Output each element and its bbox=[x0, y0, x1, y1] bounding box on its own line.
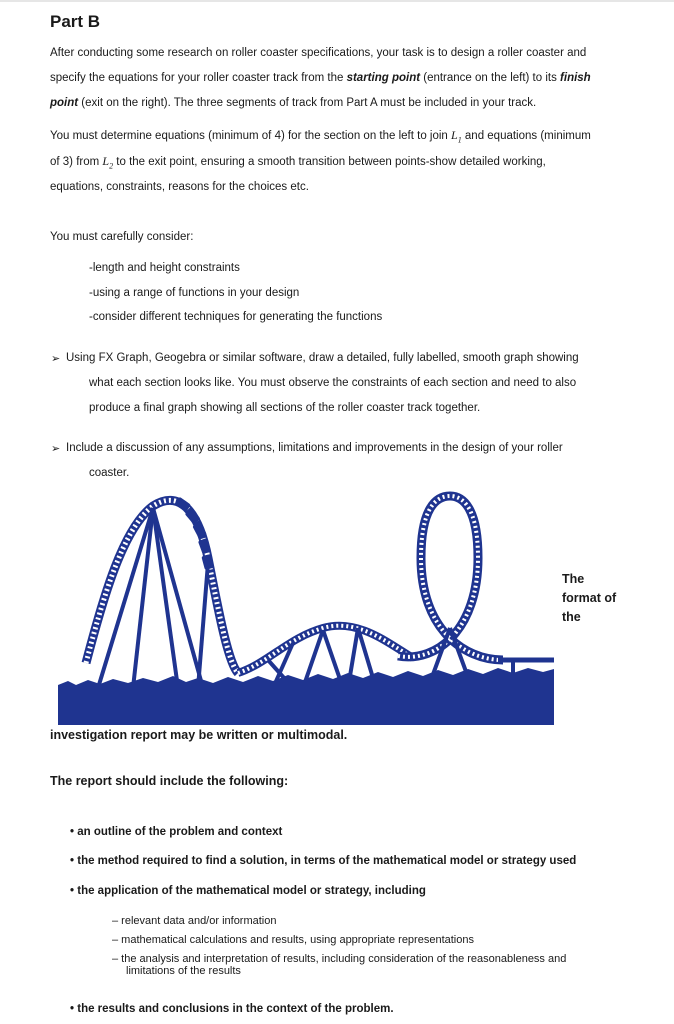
consider-item: -using a range of functions in your design bbox=[89, 287, 300, 299]
page-title: Part B bbox=[50, 12, 101, 31]
format-side-text: The format of the bbox=[562, 572, 617, 624]
intro-line-2: specify the equations for your roller coaster track from the starting point (entrance on the left) to its finish bbox=[50, 72, 591, 84]
consider-heading: You must carefully consider: bbox=[50, 231, 194, 243]
intro-line-3: point (exit on the right). The three segments of track from Part A must be included in your track. bbox=[50, 97, 537, 109]
graph-task-line-1: Using FX Graph, Geogebra or similar software, draw a detailed, fully labelled, smooth graph showing bbox=[66, 352, 579, 364]
top-rule bbox=[0, 0, 674, 2]
equations-line-3: equations, constraints, reasons for the choices etc. bbox=[50, 181, 309, 193]
consider-item: -length and height constraints bbox=[89, 262, 240, 274]
equations-line-2: of 3) from $L_2$ to the exit point, ensuring a smooth transition between points-show detailed working, bbox=[50, 154, 546, 171]
intro-line-1: After conducting some research on roller coaster specifications, your task is to design a roller coaster and bbox=[50, 47, 587, 59]
report-bullet: • the results and conclusions in the context of the problem. bbox=[70, 1003, 394, 1015]
report-heading: The report should include the following: bbox=[50, 774, 289, 788]
arrow-bullet-icon: ➢ bbox=[51, 353, 61, 365]
discussion-task-line-1: Include a discussion of any assumptions, limitations and improvements in the design of your roller bbox=[66, 442, 563, 454]
discussion-task-line-2: coaster. bbox=[89, 467, 130, 479]
report-subitem: – mathematical calculations and results, using appropriate representations bbox=[112, 934, 474, 946]
format-continued: investigation report may be written or multimodal. bbox=[50, 728, 348, 742]
consider-item: -consider different techniques for generating the functions bbox=[89, 311, 383, 323]
report-bullet: • the application of the mathematical model or strategy, including bbox=[70, 885, 426, 897]
report-bullet: • an outline of the problem and context bbox=[70, 826, 283, 838]
equations-line-1: You must determine equations (minimum of 4) for the section on the left to join $L_1$ and equations (minimum bbox=[50, 128, 591, 145]
roller-coaster-illustration bbox=[58, 488, 554, 725]
report-subitem: – relevant data and/or information bbox=[112, 915, 277, 927]
report-subitem: – the analysis and interpretation of results, including consideration of the reasonableness and bbox=[112, 953, 567, 965]
report-bullet: • the method required to find a solution, in terms of the mathematical model or strategy used bbox=[70, 855, 577, 867]
report-subitem: limitations of the results bbox=[126, 965, 241, 977]
graph-task-line-2: what each section looks like. You must observe the constraints of each section and need to also bbox=[89, 377, 577, 389]
arrow-bullet-icon: ➢ bbox=[51, 443, 61, 455]
graph-task-line-3: produce a final graph showing all sections of the roller coaster track together. bbox=[89, 402, 481, 414]
